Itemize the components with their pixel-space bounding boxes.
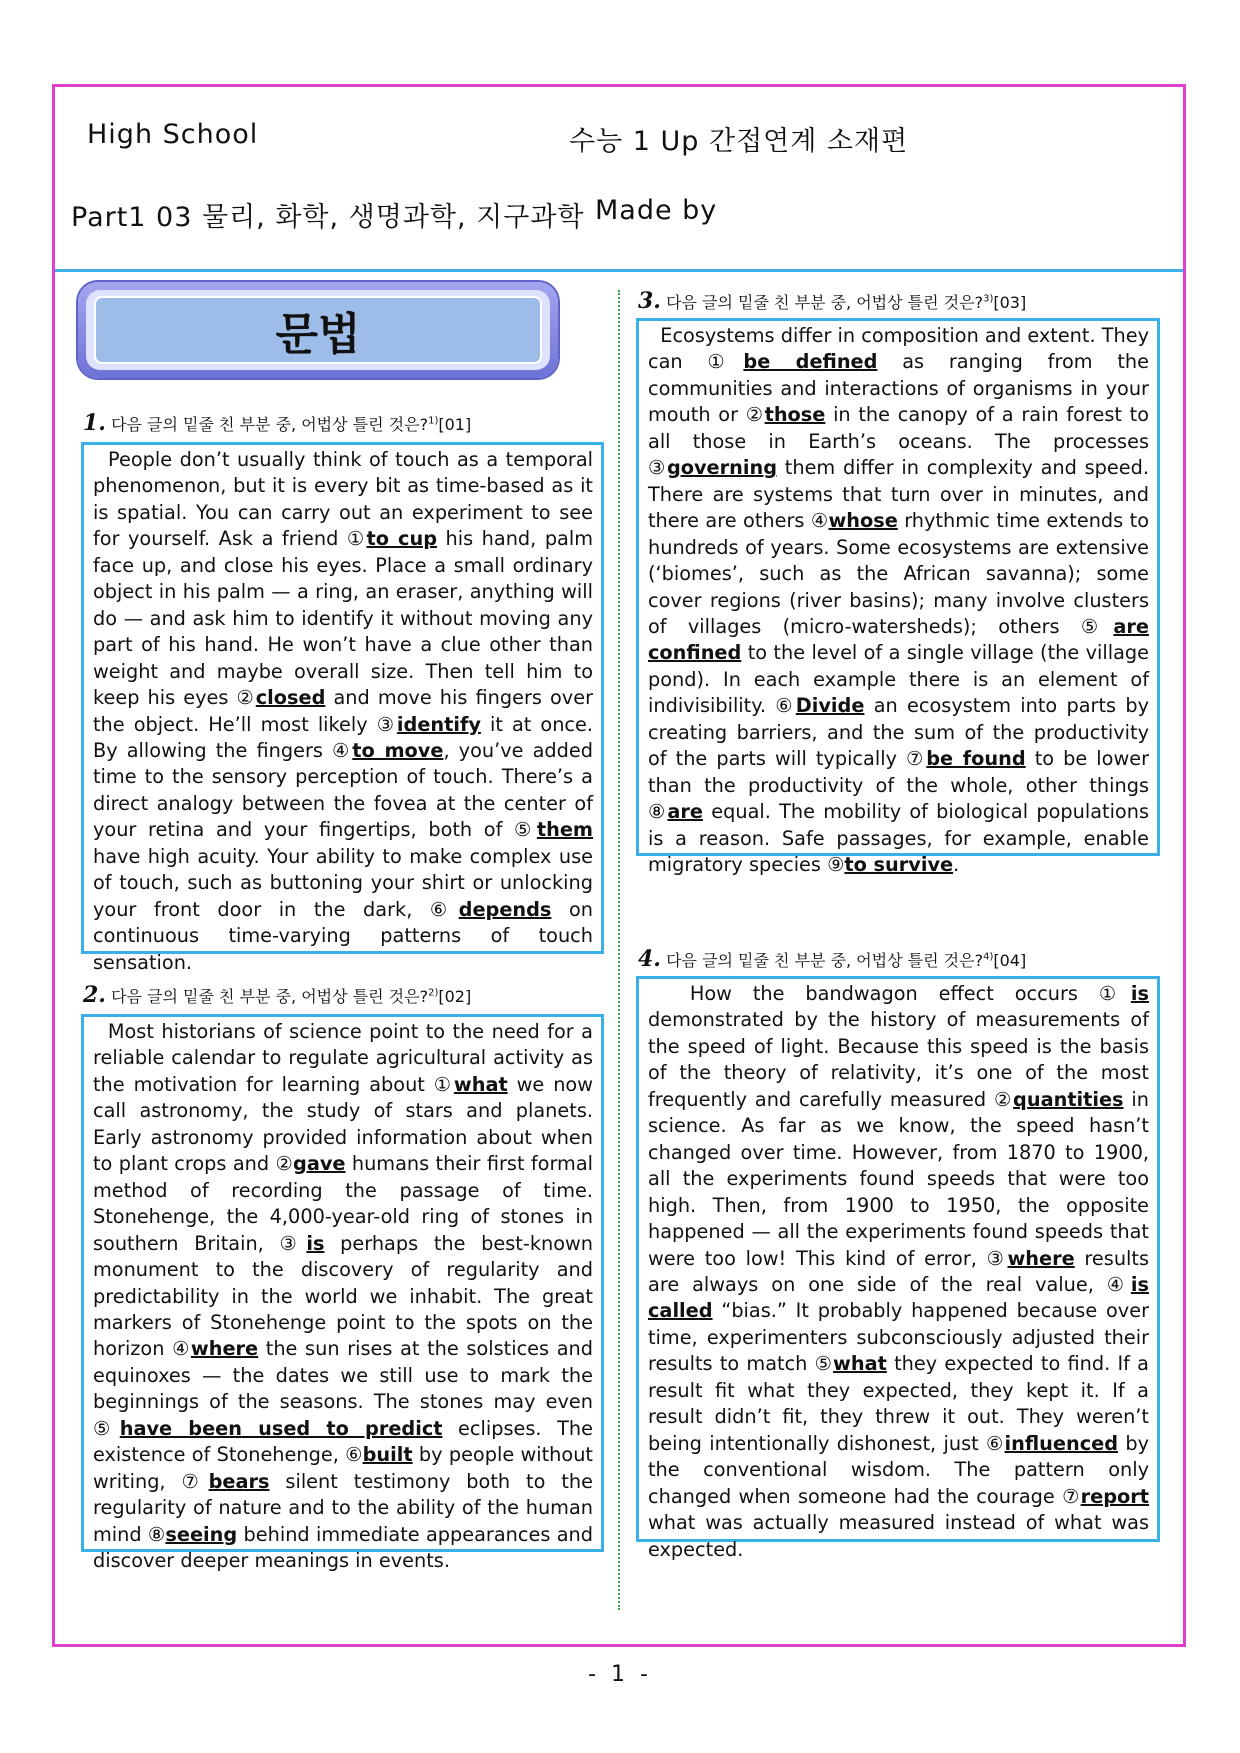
question-number: 3. xyxy=(638,288,661,314)
passage-text: what was actually measured instead of what was expected. xyxy=(648,1511,1149,1561)
underlined-choice: them xyxy=(536,818,593,842)
question-1-passage xyxy=(81,442,604,974)
question-number: 2. xyxy=(83,982,106,1008)
passage-text: humans their first formal method of recording the passage of time. Stonehenge, the 4,000-year-old ring of stones in southern Britain, ③ xyxy=(93,1152,593,1255)
underlined-choice: to survive xyxy=(844,853,954,877)
passage-text: in science. As far as we know, the speed hasn’t changed over time. However, from 1870 to 1900, all the experiments found speeds that were too high. Then, from 1900 to 1950, the opposite happened — all the experiments found speeds that were too low! This kind of error, ③ xyxy=(648,1087,1149,1270)
header-book-title: 수능 1 Up 간접연계 소재편 xyxy=(569,126,909,157)
underlined-choice: is xyxy=(306,1231,325,1255)
passage-text: People don’t usually think of touch as a temporal phenomenon, but it is every bit as time-based as it is spatial. You can carry out an experiment to see for yourself. Ask a friend ① xyxy=(93,448,593,551)
passage-text: rhythmic time extends to hundreds of years. Some ecosystems are extensive (‘biomes’, such as the African savanna); some cover regions (river basins); many involve clusters of villages (micro-watersheds); others ⑤ xyxy=(648,509,1149,638)
header-part: Part1 03 물리, 화학, 생명과학, 지구과학 xyxy=(71,202,585,233)
page-number: - 1 - xyxy=(588,1662,652,1687)
passage-text: on continuous time-varying patterns of touch sensation. xyxy=(93,897,593,974)
question-code: [04] xyxy=(993,951,1027,970)
passage-text: eclipses. The existence of Stonehenge, ⑥ xyxy=(93,1416,593,1467)
question-code: [02] xyxy=(438,987,472,1006)
underlined-choice: report xyxy=(1080,1484,1149,1508)
underlined-choice: what xyxy=(453,1072,508,1096)
passage-text: his hand, palm face up, and close his eyes. Place a small ordinary object in his palm — a ring, an eraser, anything will do — and ask him to identify it without moving any part of his hand. He won’t have a clue other than weight and maybe overall size. Then tell him to keep his eyes ② xyxy=(93,527,594,710)
footnote-marker: 1) xyxy=(428,415,439,427)
underlined-choice: is xyxy=(1130,982,1150,1005)
underlined-choice: bears xyxy=(208,1469,270,1493)
passage-text: in the canopy of a rain forest to all those in Earth’s oceans. The processes ③ xyxy=(648,403,1149,480)
passage-text: equal. The mobility of biological populations is a reason. Safe passages, for example, enable migratory species ⑨ xyxy=(648,800,1149,877)
section-title-banner xyxy=(78,282,558,378)
passage-text: results are always on one side of the real value, ④ xyxy=(648,1246,1149,1296)
underlined-choice: where xyxy=(1007,1246,1075,1270)
question-prompt: 다음 글의 밑줄 친 부분 중, 어법상 틀린 것은? xyxy=(666,951,984,970)
underlined-choice: built xyxy=(362,1443,413,1467)
footnote-marker: 4) xyxy=(983,951,994,963)
underlined-choice: influenced xyxy=(1004,1431,1118,1455)
question-4-heading xyxy=(638,946,1026,972)
passage-text: we now call astronomy, the study of stars and planets. Early astronomy provided information about when to plant crops and ② xyxy=(93,1072,593,1176)
question-2-heading xyxy=(83,982,471,1008)
passage-text: perhaps the best-known monument to the discovery of regularity and predictability in the world we inhabit. The great markers of Stonehenge point to the spots on the horizon ④ xyxy=(93,1231,593,1361)
passage-text: the sun rises at the solstices and equinoxes — the dates we still use to mark the beginnings of the seasons. The stones may even ⑤ xyxy=(93,1337,593,1440)
underlined-choice: are confined xyxy=(648,614,1149,665)
question-3-passage xyxy=(636,318,1160,877)
passage-text: demonstrated by the history of measurements of the speed of light. Because this speed is the basis of the theory of relativity, it’s one of the most frequently and carefully measured ② xyxy=(648,1008,1149,1111)
passage-text: Most historians of science point to the need for a reliable calendar to regulate agricultural activity as the motivation for learning about ① xyxy=(93,1020,593,1096)
passage-text: it at once. By allowing the fingers ④ xyxy=(93,712,594,762)
passage-text: by the conventional wisdom. The pattern only changed when someone had the courage ⑦ xyxy=(648,1431,1149,1508)
passage-text: behind immediate appearances and discover deeper meanings in events. xyxy=(93,1522,593,1573)
header-school: High School xyxy=(87,119,259,150)
underlined-choice: be found xyxy=(926,747,1026,771)
underlined-choice: are xyxy=(667,800,704,824)
passage-text: How the bandwagon effect occurs ① xyxy=(689,982,1131,1005)
passage-text: by people without writing, ⑦ xyxy=(93,1443,593,1493)
footnote-marker: 2) xyxy=(428,987,439,999)
underlined-choice: governing xyxy=(666,456,778,480)
header-made-by: Made by xyxy=(595,195,718,226)
question-1-heading xyxy=(83,410,471,436)
passage-text: as ranging from the communities and interactions of organisms in your mouth or ② xyxy=(648,350,1149,427)
question-number: 1. xyxy=(83,410,106,436)
footnote-marker: 3) xyxy=(983,293,994,305)
passage-text: Ecosystems differ in composition and extent. They can ① xyxy=(648,324,1149,374)
question-2-passage xyxy=(81,1014,604,1573)
underlined-choice: have been used to predict xyxy=(119,1416,443,1440)
underlined-choice: closed xyxy=(255,686,326,710)
passage-text: and move his fingers over the object. He’ll most likely ③ xyxy=(93,686,593,736)
passage-text: silent testimony both to the regularity of nature and to the ability of the human mind ⑧ xyxy=(93,1469,593,1546)
underlined-choice: seeing xyxy=(165,1522,238,1546)
underlined-choice: to move xyxy=(352,738,444,762)
passage-text: to be lower than the productivity of the whole, other things ⑧ xyxy=(648,747,1150,824)
underlined-choice: those xyxy=(764,403,826,427)
question-code: [03] xyxy=(993,293,1027,312)
underlined-choice: where xyxy=(190,1337,259,1361)
underlined-choice: quantities xyxy=(1013,1087,1124,1111)
underlined-choice: to cup xyxy=(366,527,438,551)
passage-text: “bias.” It probably happened because over time, experimenters subconsciously adjusted their results to match ⑤ xyxy=(648,1299,1149,1376)
passage-text: to the level of a single village (the village pond). In each example there is an element of indivisibility. ⑥ xyxy=(648,641,1149,718)
question-prompt: 다음 글의 밑줄 친 부분 중, 어법상 틀린 것은? xyxy=(111,415,429,434)
underlined-choice: identify xyxy=(396,712,481,736)
underlined-choice: Divide xyxy=(795,694,865,718)
passage-text: them differ in complexity and speed. There are systems that turn over in minutes, and there are others ④ xyxy=(648,456,1149,533)
header-rule xyxy=(55,269,1183,272)
question-number: 4. xyxy=(638,946,661,972)
question-prompt: 다음 글의 밑줄 친 부분 중, 어법상 틀린 것은? xyxy=(111,987,429,1006)
underlined-choice: whose xyxy=(828,509,898,533)
passage-text: have high acuity. Your ability to make complex use of touch, such as buttoning your shirt or unlocking your front door in the dark, ⑥ xyxy=(93,844,593,921)
section-title: 문법 xyxy=(94,296,542,364)
passage-text: , you’ve added time to the sensory perception of touch. There’s a direct analogy between the fovea at the center of your retina and your fingertips, both of ⑤ xyxy=(93,738,593,842)
question-code: [01] xyxy=(438,415,472,434)
question-4-passage xyxy=(636,976,1160,1561)
question-3-heading xyxy=(638,288,1026,314)
underlined-choice: gave xyxy=(293,1152,346,1176)
passage-text: an ecosystem into parts by creating barriers, and the sum of the productivity of the parts will typically ⑦ xyxy=(648,694,1149,771)
underlined-choice: what xyxy=(833,1352,887,1376)
underlined-choice: depends xyxy=(458,897,552,921)
column-divider xyxy=(618,290,620,1610)
passage-text: they expected to find. If a result fit what they expected, they kept it. If a result didn’t fit, they threw it out. They weren’t being intentionally dishonest, just ⑥ xyxy=(648,1352,1149,1455)
underlined-choice: be defined xyxy=(743,350,878,374)
question-prompt: 다음 글의 밑줄 친 부분 중, 어법상 틀린 것은? xyxy=(666,293,984,312)
passage-text: . xyxy=(953,853,960,877)
underlined-choice: is called xyxy=(648,1272,1149,1323)
